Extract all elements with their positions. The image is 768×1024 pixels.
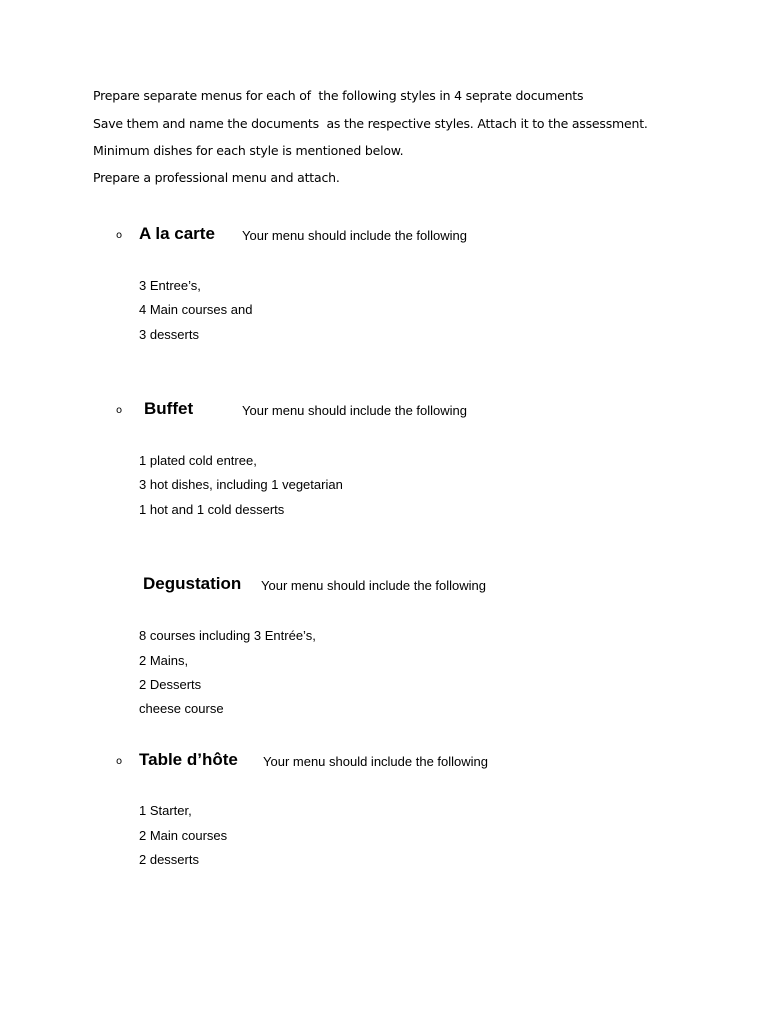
requirement-item: 2 Mains, [139, 653, 189, 668]
requirement-item: 8 courses including 3 Entrée’s, [139, 628, 316, 643]
bullet-buffet: o [116, 405, 123, 416]
requirement-item: 3 hot dishes, including 1 vegetarian [139, 477, 343, 492]
intro-line-1: Prepare separate menus for each of the following styles in 4 seprate documents [93, 88, 584, 103]
section-title-a-la-carte: A la carte [139, 224, 215, 243]
section-title-buffet: Buffet [144, 399, 194, 418]
intro-line-3: Minimum dishes for each style is mentioned below. [93, 143, 404, 158]
requirement-item: 1 hot and 1 cold desserts [139, 502, 285, 517]
section-note-buffet: Your menu should include the following [242, 403, 468, 418]
section-note-table-dhote: Your menu should include the following [263, 754, 489, 769]
bullet-a-la-carte: o [116, 230, 123, 241]
requirement-item: cheese course [139, 701, 224, 716]
bullet-table-dhote: o [116, 756, 123, 767]
requirement-item: 2 Desserts [139, 677, 202, 692]
section-title-table-dhote: Table d’hôte [139, 750, 238, 769]
requirement-item: 3 desserts [139, 327, 199, 342]
intro-line-4: Prepare a professional menu and attach. [93, 170, 340, 185]
section-title-degustation: Degustation [143, 574, 242, 593]
intro-line-2: Save them and name the documents as the respective styles. Attach it to the assessment. [93, 116, 648, 131]
requirement-item: 4 Main courses and [139, 302, 253, 317]
section-note-a-la-carte: Your menu should include the following [242, 228, 468, 243]
requirement-item: 1 plated cold entree, [139, 453, 257, 468]
section-note-degustation: Your menu should include the following [261, 578, 487, 593]
requirement-item: 2 Main courses [139, 828, 228, 843]
requirement-item: 3 Entree’s, [139, 278, 201, 293]
requirement-item: 2 desserts [139, 852, 199, 867]
requirement-item: 1 Starter, [139, 803, 192, 818]
